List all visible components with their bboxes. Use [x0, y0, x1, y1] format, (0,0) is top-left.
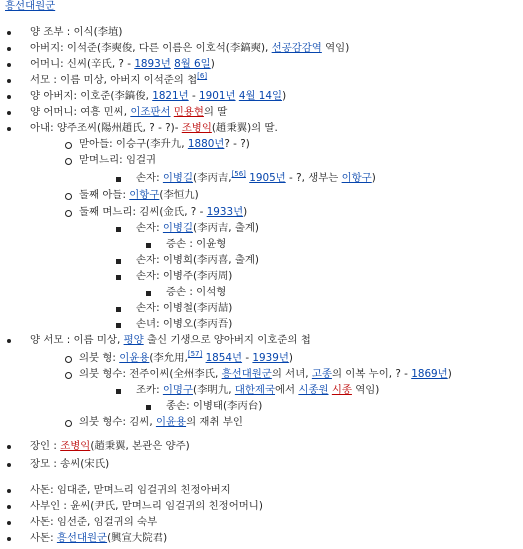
bullet [116, 389, 121, 394]
link-date[interactable]: 4월 14일 [238, 90, 283, 102]
bullet [65, 158, 72, 165]
link-year[interactable]: 1905년 [249, 172, 286, 184]
link-office[interactable]: 선공감감역 [271, 42, 322, 54]
bullet [65, 372, 72, 379]
title-link[interactable]: 흥선대원군 [5, 0, 56, 12]
list-item-second-daughter-in-law: 둘째 며느리: 김씨(金氏, ? - 1933년) [79, 206, 247, 219]
bullet [65, 193, 72, 200]
link-year[interactable]: 1821년 [152, 90, 189, 102]
bullet [116, 177, 121, 182]
list-item-nephew: 조카: 이명구(李明九, 대한제국에서 시종원 시종 역임) [136, 384, 379, 397]
list-item-grandson: 손자: 이병길(李丙吉, 출계) [136, 222, 259, 235]
link-year[interactable]: 1939년 [252, 352, 289, 364]
link-office[interactable]: 시종원 [298, 384, 329, 396]
list-item-in-law: 사돈: 임대준, 맏며느리 임걸귀의 친정아버지 [30, 484, 231, 497]
bullet [7, 463, 11, 467]
bullet [65, 356, 72, 363]
reference-link[interactable]: [56] [231, 170, 246, 178]
link-year[interactable]: 1933년 [206, 206, 244, 218]
list-item-first-son: 맏아들: 이승구(李升九, 1880년? - ?) [79, 138, 250, 151]
bullet [116, 227, 121, 232]
bullet [7, 95, 11, 99]
list-item-in-law: 사부인 : 윤씨(尹氏, 맏며느리 임걸귀의 친정어머니) [30, 500, 263, 513]
bullet [7, 47, 11, 51]
link-year[interactable]: 1901년 [199, 90, 236, 102]
bullet [7, 521, 11, 525]
reference-link[interactable]: [57] [187, 350, 203, 358]
bullet [116, 275, 121, 280]
link-person[interactable]: 이병길 [162, 172, 194, 184]
link-person[interactable]: 고종 [311, 368, 332, 380]
bullet [7, 505, 11, 509]
link-country[interactable]: 대한제국 [234, 384, 276, 396]
list-item-stepsister-in-law: 의붓 형수: 전주이씨(全州李氏, 흥선대원군의 서녀, 고종의 이복 누이, ? - 1869년) [79, 368, 452, 381]
bullet [7, 111, 11, 115]
bullet [116, 307, 121, 312]
bullet [146, 405, 151, 410]
list-item-father-in-law: 장인 : 조병익(趙秉翼, 본관은 양주) [30, 440, 190, 453]
reference-link[interactable]: [6] [197, 72, 208, 80]
list-item-adoptive-stepmother: 양 서모 : 이름 미상, 평양 출신 기생으로 양아버지 이호준의 첩 [30, 334, 311, 347]
link-person[interactable]: 이윤용 [119, 352, 150, 364]
bullet [7, 127, 11, 131]
list-item-adoptive-father: 양 아버지: 이호준(李鎬俊, 1821년 - 1901년 4월 14일) [30, 90, 286, 103]
link-person[interactable]: 이항구 [341, 172, 372, 184]
list-item-stepmother: 서모 : 이름 미상, 아버지 이석준의 첩[6] [30, 74, 207, 87]
list-item-grandson: 손자: 이병철(李丙喆) [136, 302, 232, 315]
link-person[interactable]: 이윤용 [155, 416, 187, 428]
list-item-great-grandson: 증손 : 이윤형 [166, 238, 226, 251]
bullet [7, 537, 11, 541]
bullet [7, 489, 11, 493]
list-item-grandfather: 양 조부 : 이식(李埴) [30, 26, 122, 39]
bullet [7, 339, 11, 343]
link-person[interactable]: 조병익 [60, 440, 91, 452]
link-year[interactable]: 1880년 [187, 138, 225, 150]
link-person[interactable]: 조병익 [181, 122, 212, 134]
bullet [65, 210, 72, 217]
link-office[interactable]: 이조판서 [130, 106, 171, 118]
bullet [65, 142, 72, 149]
bullet [7, 79, 11, 83]
link-date[interactable]: 8월 6일 [174, 58, 211, 70]
list-item-grandson: 손자: 이병희(李丙喜, 출계) [136, 254, 259, 267]
bullet [116, 323, 121, 328]
bullet [7, 445, 11, 449]
bullet [65, 420, 72, 427]
list-item-mother: 어머니: 신씨(辛氏, ? - 1893년 8월 6일) [30, 58, 215, 71]
link-person[interactable]: 흥선대원군 [221, 368, 272, 380]
link-place[interactable]: 평양 [123, 334, 144, 346]
link-person[interactable]: 이명구 [162, 384, 194, 396]
list-item-grandnephew: 종손: 이병태(李丙台) [166, 400, 262, 413]
link-person[interactable]: 흥선대원군 [56, 532, 108, 544]
list-item-stepsister-in-law: 의붓 형수: 김씨, 이윤용의 재취 부인 [79, 416, 243, 429]
list-item-in-law: 사돈: 흥선대원군(興宣大院君) [30, 532, 167, 545]
link-office[interactable]: 시종 [331, 384, 352, 396]
list-item-granddaughter: 손녀: 이병오(李丙吾) [136, 318, 232, 331]
bullet [146, 243, 151, 248]
list-item-second-son: 둘째 아들: 이항구(李恒九) [79, 189, 199, 202]
link-year[interactable]: 1893년 [134, 58, 171, 70]
link-year[interactable]: 1854년 [205, 352, 243, 364]
bullet [116, 259, 121, 264]
list-item-father: 아버지: 이석준(李奭俊, 다른 이름은 이호석(李鎬奭), 선공감감역 역임) [30, 42, 349, 55]
list-item-wife: 아내: 양주조씨(陽州趙氏, ? - ?)- 조병익(趙秉翼)의 딸. [30, 122, 278, 135]
list-item-mother-in-law: 장모 : 송씨(宋氏) [30, 458, 109, 471]
list-item-adoptive-mother: 양 어머니: 여흥 민씨, 이조판서 민용현의 딸 [30, 106, 227, 119]
bullet [7, 31, 11, 35]
list-item-stepbrother: 의붓 형: 이윤용(李允用,[57] 1854년 - 1939년) [79, 352, 293, 365]
list-item-in-law: 사돈: 임선준, 임걸귀의 숙부 [30, 516, 157, 529]
link-person[interactable]: 이항구 [129, 189, 160, 201]
link-person[interactable]: 민용현 [173, 106, 204, 118]
link-year[interactable]: 1869년 [411, 368, 448, 380]
list-item-grandson: 손자: 이병주(李丙周) [136, 270, 232, 283]
list-item-grandson: 손자: 이병길(李丙吉,[56] 1905년 - ?, 생부는 이항구) [136, 172, 376, 185]
bullet [7, 63, 11, 67]
bullet [146, 291, 151, 296]
list-item-great-grandson: 증손 : 이석형 [166, 286, 226, 299]
list-item-first-daughter-in-law: 맏며느리: 임걸귀 [79, 154, 156, 167]
link-person[interactable]: 이병길 [162, 222, 194, 234]
